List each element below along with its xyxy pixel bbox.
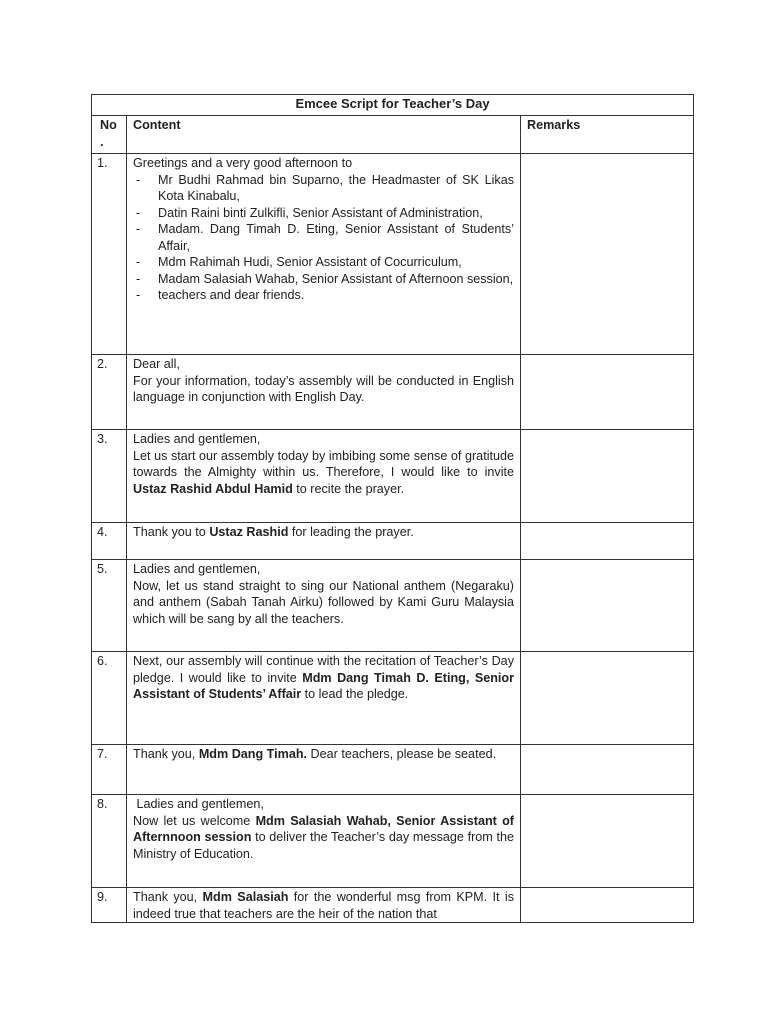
list-item: - Mr Budhi Rahmad bin Suparno, the Headmaster of SK Likas Kota Kinabalu, [133, 172, 514, 205]
row-remarks [521, 795, 694, 888]
row-content-clip [133, 889, 514, 920]
row-remarks [521, 523, 694, 560]
row-text: Thank you, [133, 890, 203, 904]
row-content [127, 560, 521, 652]
row-number: 1. [92, 154, 127, 355]
table-row [92, 430, 694, 523]
list-item: - Madam. Dang Timah D. Eting, Senior Assistant of Students’ Affair, [133, 221, 514, 254]
row-paragraph [133, 653, 514, 703]
row-bold-name: Mdm Salasiah Wahab, Senior Assistant of Afternnoon session [133, 813, 515, 844]
header-row [92, 116, 694, 154]
row-bold-name: Ustaz Rashid Abdul Hamid [133, 481, 293, 496]
row-text: for leading the prayer. [288, 525, 414, 539]
row-remarks [521, 560, 694, 652]
row-line: Ladies and gentlemen, [133, 432, 261, 446]
table-row [92, 523, 694, 560]
row-paragraph [133, 524, 514, 541]
row-line: For your information, today’s assembly will be conducted in English language in conjunction with English Day. [133, 373, 514, 404]
row-content [127, 795, 521, 888]
row-line: Ladies and gentlemen, [133, 797, 264, 811]
row-number: 8. [92, 795, 127, 888]
table-row [92, 795, 694, 888]
row-remarks [521, 652, 694, 745]
row-text: Dear teachers, please be seated. [307, 747, 497, 761]
row-bold-name: Mdm Dang Timah D. Eting, Senior Assistant of Students’ Affair [133, 670, 515, 701]
list-item: - Mdm Rahimah Hudi, Senior Assistant of Cocurriculum, [133, 254, 514, 271]
row-paragraph [133, 746, 514, 763]
title-row [92, 95, 694, 116]
list-item: - Datin Raini binti Zulkifli, Senior Assistant of Administration, [133, 205, 514, 222]
table-row [92, 745, 694, 795]
row-text: Now let us welcome [133, 813, 256, 828]
row-remarks [521, 888, 694, 923]
row-text: Next, our assembly will continue with the recitation of Teacher’s Day pledge. I would like to invite [133, 654, 514, 685]
row-text: to recite the prayer. [292, 481, 405, 496]
emcee-script-table [91, 94, 694, 923]
row-content [127, 652, 521, 745]
row-remarks [521, 355, 694, 430]
row-content [127, 154, 521, 355]
row-text: to deliver the Teacher’s day message from the Ministry of Education. [133, 830, 514, 861]
row-number: 6. [92, 652, 127, 745]
row-content [127, 523, 521, 560]
row-paragraph [133, 448, 514, 498]
greeting-intro: Greetings and a very good afternoon to [133, 156, 353, 170]
row-paragraph [133, 813, 514, 863]
row-content [127, 355, 521, 430]
row-bold-name: Mdm Salasiah [202, 890, 289, 904]
row-remarks [521, 745, 694, 795]
row-bold-name: Mdm Dang Timah. [198, 747, 308, 761]
row-number: 4. [92, 523, 127, 560]
table-row [92, 560, 694, 652]
row-number: 2. [92, 355, 127, 430]
row-remarks [521, 154, 694, 355]
table-title: Emcee Script for Teacher’s Day [92, 95, 694, 116]
header-content: Content [127, 116, 521, 154]
row-number: 9. [92, 888, 127, 923]
row-paragraph [133, 889, 514, 920]
header-remarks: Remarks [521, 116, 694, 154]
row-text: Let us start our assembly today by imbibing some sense of gratitude towards the Almighty within us. Therefore, I would like to invite [133, 448, 514, 479]
row-text: to lead the pledge. [301, 687, 409, 701]
list-item: - Madam Salasiah Wahab, Senior Assistant of Afternoon session, [133, 271, 514, 288]
row-text: Thank you, [133, 747, 199, 761]
greeting-list [133, 172, 514, 304]
header-no: No . [92, 116, 127, 154]
row-line: Now, let us stand straight to sing our National anthem (Negaraku) and anthem (Sabah Tanah Airku) followed by Kami Guru Malaysia which will be sang by all the teachers. [133, 578, 514, 626]
table-row [92, 652, 694, 745]
row-remarks [521, 430, 694, 523]
row-line: Ladies and gentlemen, [133, 562, 261, 576]
row-content [127, 745, 521, 795]
row-number: 3. [92, 430, 127, 523]
row-number: 7. [92, 745, 127, 795]
row-text: Thank you to [133, 525, 210, 539]
list-item: - teachers and dear friends. [133, 287, 514, 304]
row-line: Dear all, [133, 357, 180, 371]
table-row [92, 888, 694, 923]
row-content [127, 888, 521, 923]
row-content [127, 430, 521, 523]
table-row [92, 355, 694, 430]
row-bold-name: Ustaz Rashid [209, 525, 289, 539]
table-row [92, 154, 694, 355]
row-number: 5. [92, 560, 127, 652]
row-text: for the wonderful msg from KPM. It is indeed true that teachers are the heir of the nation that [133, 890, 514, 920]
